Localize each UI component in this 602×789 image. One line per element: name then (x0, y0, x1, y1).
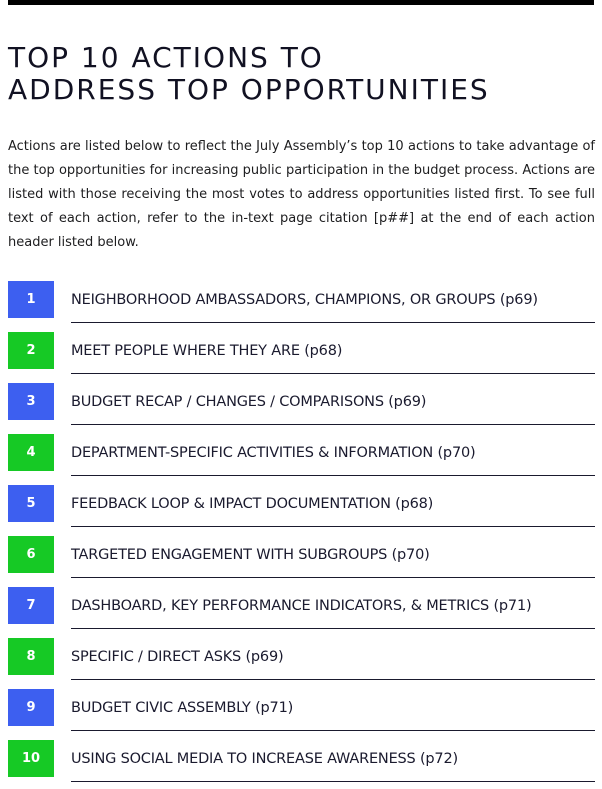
action-item (8, 430, 595, 481)
action-item (8, 328, 595, 379)
action-title: SPECIFIC / DIRECT ASKS (p69) (71, 648, 284, 665)
action-number-badge: 6 (8, 536, 54, 573)
action-item (8, 277, 595, 328)
actions-list (8, 277, 595, 787)
action-title: FEEDBACK LOOP & IMPACT DOCUMENTATION (p68) (71, 495, 434, 512)
page-title (8, 42, 490, 106)
intro-paragraph: Actions are listed below to reflect the July Assembly’s top 10 actions to take advantage of the top opportunities for increasing public participation in the budget process. Actions are listed with those receiving the most votes to address opportunities listed first. To see full text of each action, refer to the in-text page citation [p##] at the end of each action header listed below. (8, 139, 595, 250)
action-number-badge: 9 (8, 689, 54, 726)
action-divider (71, 679, 595, 680)
page-title-line-2: ADDRESS TOP OPPORTUNITIES (8, 73, 490, 106)
action-item (8, 685, 595, 736)
action-number-badge: 7 (8, 587, 54, 624)
action-number-badge: 5 (8, 485, 54, 522)
action-title: DASHBOARD, KEY PERFORMANCE INDICATORS, & METRICS (p71) (71, 597, 532, 614)
action-title: NEIGHBORHOOD AMBASSADORS, CHAMPIONS, OR GROUPS (p69) (71, 291, 538, 308)
action-item (8, 634, 595, 685)
action-title: BUDGET CIVIC ASSEMBLY (p71) (71, 699, 294, 716)
action-number-badge: 4 (8, 434, 54, 471)
action-divider (71, 424, 595, 425)
action-title: BUDGET RECAP / CHANGES / COMPARISONS (p69) (71, 393, 427, 410)
action-number-badge: 2 (8, 332, 54, 369)
page-title-line-1: TOP 10 ACTIONS TO (8, 41, 324, 74)
action-divider (71, 322, 595, 323)
action-item (8, 583, 595, 634)
action-divider (71, 577, 595, 578)
action-title: TARGETED ENGAGEMENT WITH SUBGROUPS (p70) (71, 546, 430, 563)
action-item (8, 532, 595, 583)
action-divider (71, 730, 595, 731)
action-number-badge: 1 (8, 281, 54, 318)
action-divider (71, 475, 595, 476)
action-number-badge: 3 (8, 383, 54, 420)
action-divider (71, 628, 595, 629)
action-title: MEET PEOPLE WHERE THEY ARE (p68) (71, 342, 343, 359)
top-divider (8, 0, 594, 5)
action-title: DEPARTMENT-SPECIFIC ACTIVITIES & INFORMATION (p70) (71, 444, 476, 461)
action-title: USING SOCIAL MEDIA TO INCREASE AWARENESS (p72) (71, 750, 458, 767)
action-divider (71, 526, 595, 527)
action-divider (71, 781, 595, 782)
action-item (8, 736, 595, 787)
action-divider (71, 373, 595, 374)
action-item (8, 481, 595, 532)
action-number-badge: 8 (8, 638, 54, 675)
action-number-badge: 10 (8, 740, 54, 777)
action-item (8, 379, 595, 430)
